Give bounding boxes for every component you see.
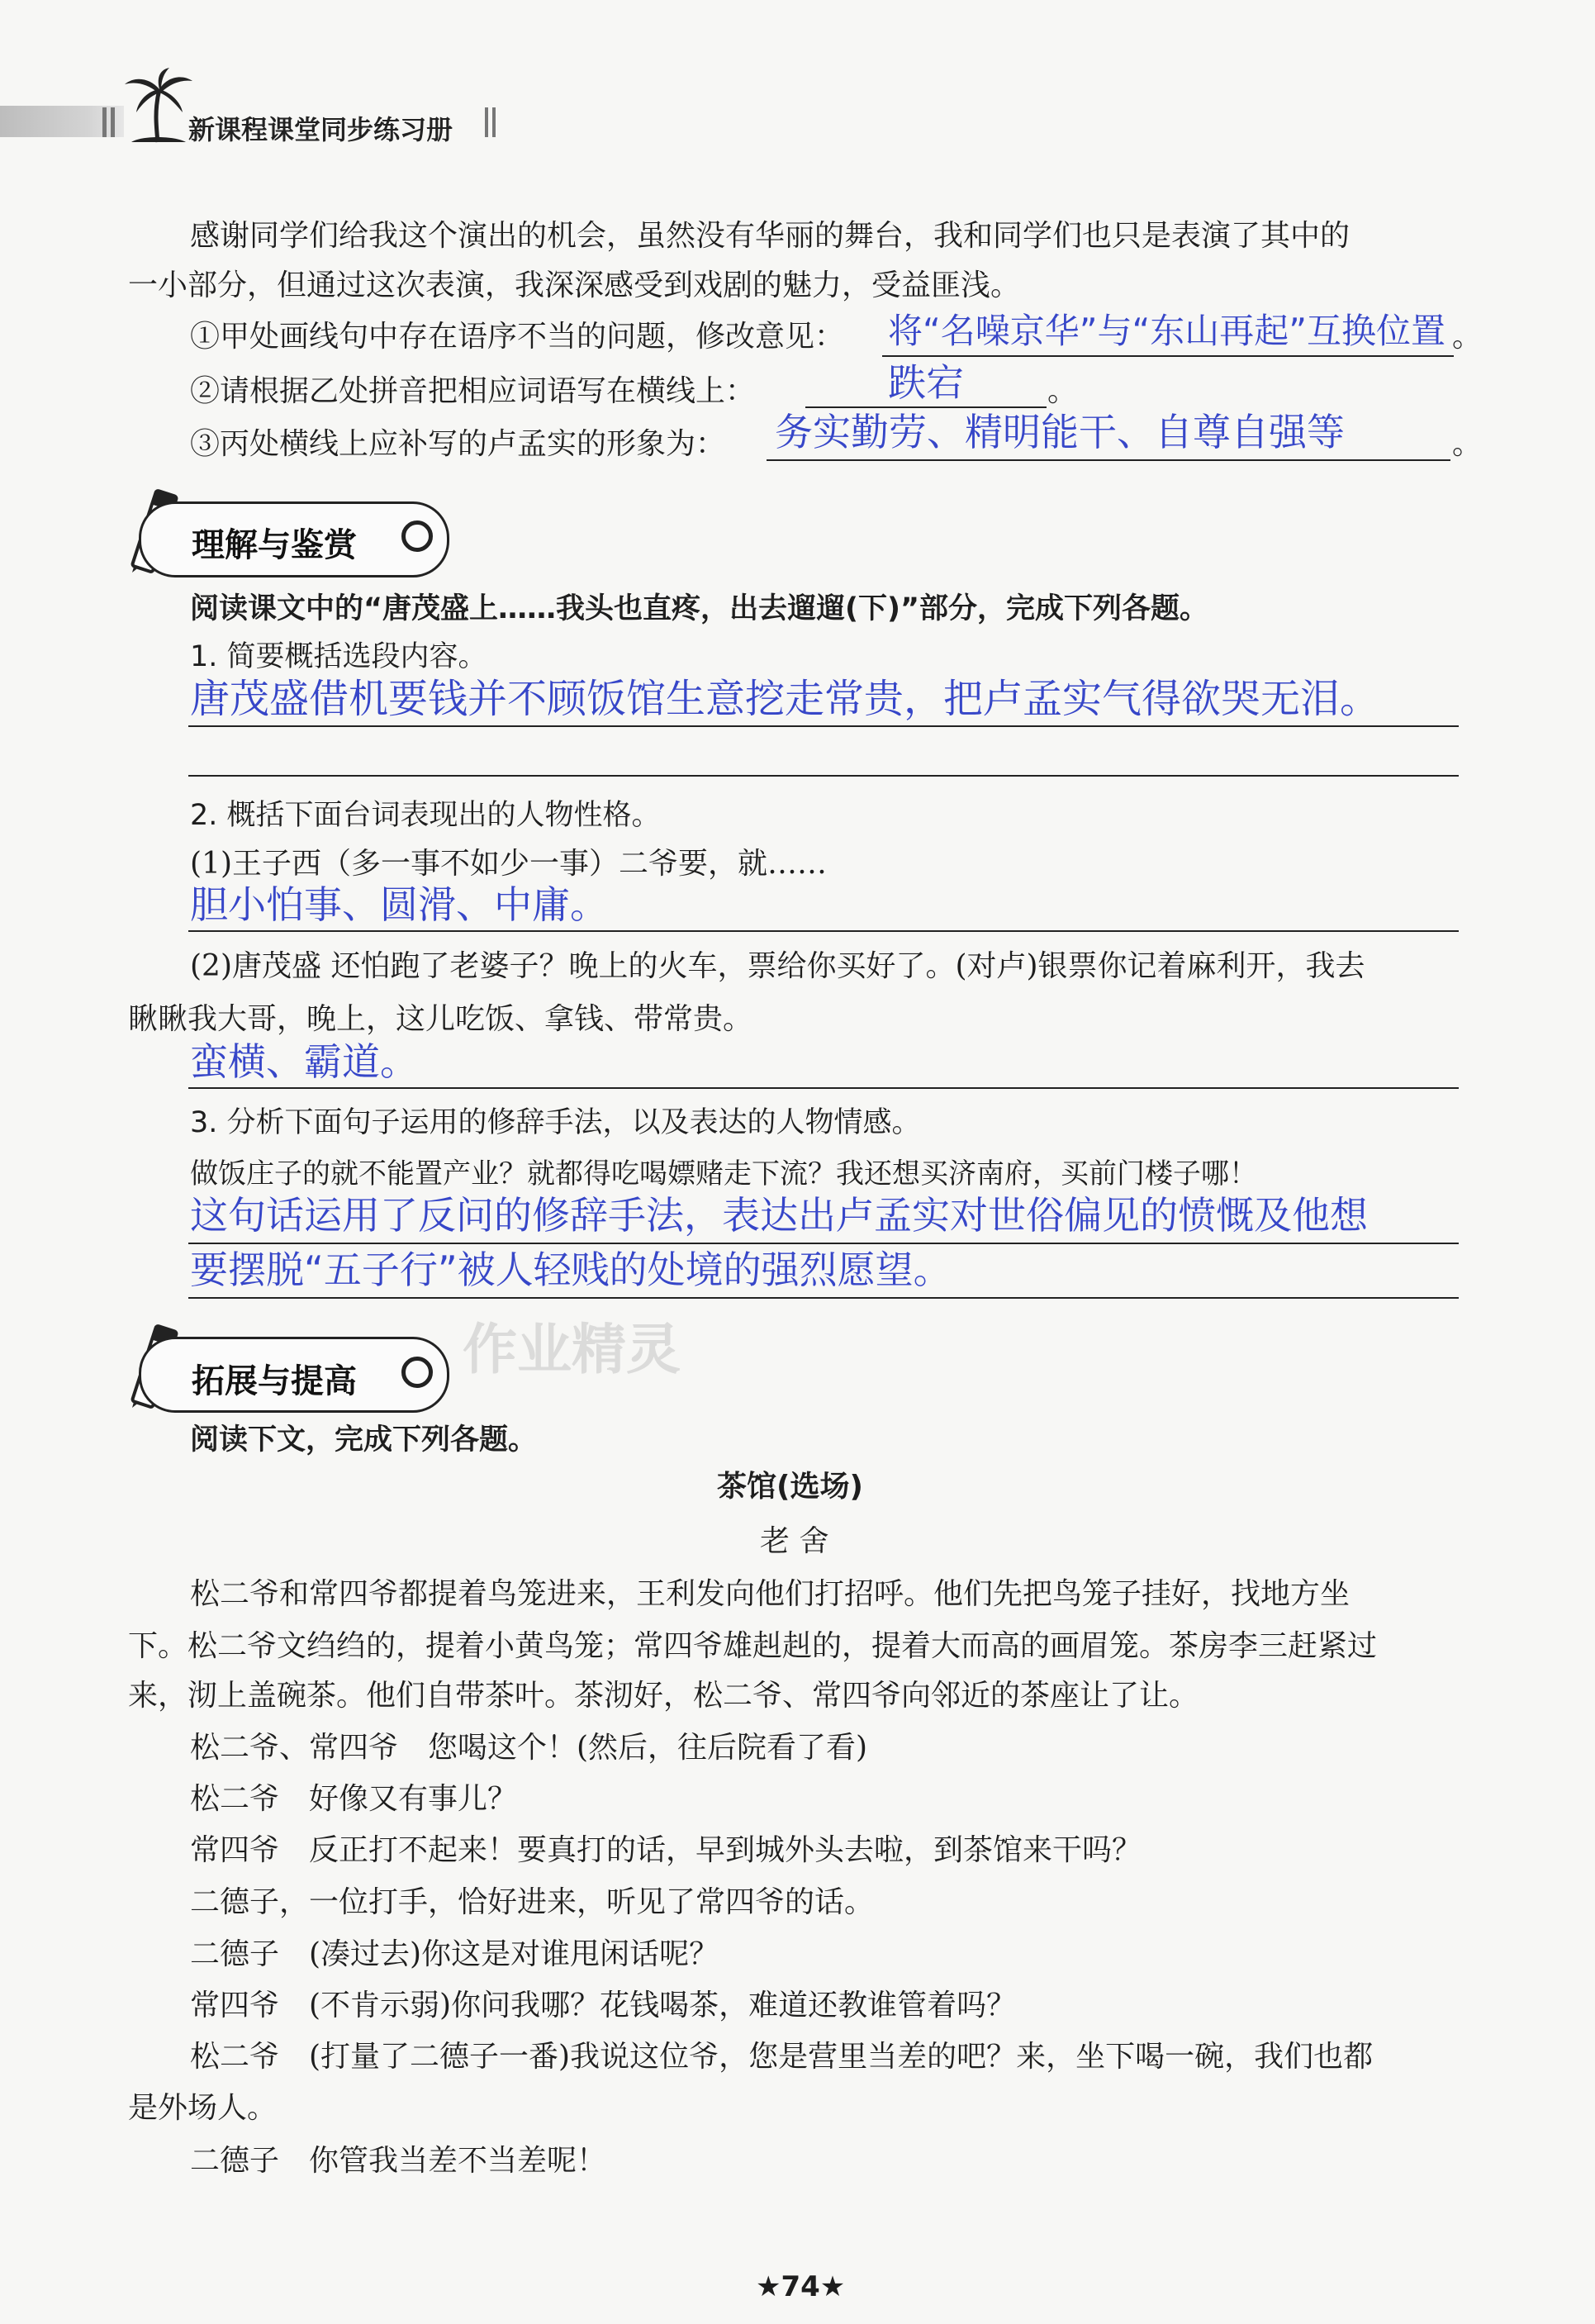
intro-q3-end: 。 xyxy=(1452,427,1483,461)
passage-line: 常四爷 (不肯示弱)你问我哪？花钱喝茶，难道还教谁管着吗？ xyxy=(190,1989,1017,2022)
section-title-extension: 拓展与提高 xyxy=(192,1362,357,1400)
intro-line-1: 感谢同学们给我这个演出的机会，虽然没有华丽的舞台，我和同学们也只是表演了其中的 xyxy=(190,219,1351,253)
section1-q2b-line1: (2)唐茂盛 还怕跑了老婆子？晚上的火车，票给你买好了。(对卢)银票你记着麻利开，我去 xyxy=(190,949,1365,983)
answer-underline xyxy=(188,1087,1459,1089)
passage-line: 来，沏上盖碗茶。他们自带茶叶。茶沏好，松二爷、常四爷向邻近的茶座让了让。 xyxy=(128,1679,1199,1713)
answer-underline xyxy=(188,1243,1459,1244)
section1-q2a-answer: 胆小怕事、圆滑、中庸。 xyxy=(190,882,608,927)
answer-underline xyxy=(767,459,1450,461)
palm-tree-icon xyxy=(120,68,194,144)
header-divider xyxy=(485,107,488,137)
answer-underline xyxy=(188,930,1459,932)
intro-q1-answer: 将“名噪京华”与“东山再起”互换位置 xyxy=(888,311,1446,351)
intro-q1-label: ①甲处画线句中存在语序不当的问题，修改意见： xyxy=(190,320,845,354)
section1-q3-quote: 做饭庄子的就不能置产业？就都得吃喝嫖赌走下流？我还想买济南府，买前门楼子哪！ xyxy=(190,1157,1257,1191)
answer-underline xyxy=(805,406,1047,408)
passage-line: 二德子 你管我当差不当差呢！ xyxy=(190,2144,607,2178)
intro-q2-label: ②请根据乙处拼音把相应词语写在横线上： xyxy=(190,374,756,408)
section1-q2b-answer: 蛮横、霸道。 xyxy=(190,1039,418,1084)
header-divider xyxy=(102,107,107,137)
intro-q1-end: 。 xyxy=(1452,320,1483,354)
section1-q3: 3. 分析下面句子运用的修辞手法，以及表达的人物情感。 xyxy=(190,1106,921,1139)
intro-q2-end: 。 xyxy=(1047,374,1078,408)
intro-q3-answer: 务实勤劳、精明能干、自尊自强等 xyxy=(775,410,1345,454)
section1-q3-answer-line2: 要摆脱“五子行”被人轻贱的处境的强烈愿望。 xyxy=(190,1248,952,1292)
ring-icon xyxy=(401,520,433,552)
passage-line: 是外场人。 xyxy=(128,2091,278,2125)
section1-q3-answer-line1: 这句话运用了反问的修辞手法，表达出卢孟实对世俗偏见的愤慨及他想 xyxy=(190,1193,1368,1238)
answer-underline xyxy=(882,355,1454,357)
section1-q1: 1. 简要概括选段内容。 xyxy=(190,640,487,673)
header-divider xyxy=(111,107,115,137)
section1-instruction: 阅读课文中的“唐茂盛上……我头也直疼，出去遛遛(下)”部分，完成下列各题。 xyxy=(190,592,1209,625)
intro-line-2: 一小部分，但通过这次表演，我深深感受到戏剧的魅力，受益匪浅。 xyxy=(128,269,1021,302)
section-title-comprehension: 理解与鉴赏 xyxy=(192,526,357,564)
passage-line: 松二爷、常四爷 您喝这个！(然后，往后院看了看) xyxy=(190,1731,868,1765)
intro-q2-answer: 跌宕 xyxy=(888,360,964,405)
header-divider xyxy=(492,107,496,137)
answer-underline xyxy=(188,725,1459,727)
passage-line: 二德子 (凑过去)你这是对谁甩闲话呢？ xyxy=(190,1937,719,1971)
section1-q1-answer: 唐茂盛借机要钱并不顾饭馆生意挖走常贵，把卢孟实气得欲哭无泪。 xyxy=(190,676,1380,722)
passage-line: 二德子，一位打手，恰好进来，听见了常四爷的话。 xyxy=(190,1885,875,1919)
ring-icon xyxy=(401,1357,433,1388)
passage-line: 松二爷 好像又有事儿？ xyxy=(190,1782,518,1816)
section2-instruction: 阅读下文，完成下列各题。 xyxy=(190,1423,538,1457)
section1-q2b-line2: 瞅瞅我大哥，晚上，这儿吃饭、拿钱、带常贵。 xyxy=(128,1002,753,1036)
passage-line: 松二爷 (打量了二德子一番)我说这位爷，您是营里当差的吧？来，坐下喝一碗，我们也都 xyxy=(190,2040,1374,2074)
answer-underline xyxy=(188,1297,1459,1299)
passage-line: 松二爷和常四爷都提着鸟笼进来，王利发向他们打招呼。他们先把鸟笼子挂好，找地方坐 xyxy=(190,1577,1351,1611)
passage-line: 下。松二爷文绉绉的，提着小黄鸟笼；常四爷雄赳赳的，提着大而高的画眉笼。茶房李三赶紧过 xyxy=(128,1629,1378,1663)
passage-title: 茶馆(选场) xyxy=(717,1470,863,1504)
section1-q2a: (1)王子西（多一事不如少一事）二爷要，就…… xyxy=(190,847,827,881)
intro-q3-label: ③丙处横线上应补写的卢孟实的形象为： xyxy=(190,427,726,461)
watermark: 作业精灵 xyxy=(463,1318,681,1381)
answer-underline xyxy=(188,775,1459,777)
section1-q2: 2. 概括下面台词表现出的人物性格。 xyxy=(190,799,661,832)
passage-author: 老 舍 xyxy=(760,1524,829,1558)
passage-line: 常四爷 反正打不起来！要真打的话，早到城外头去啦，到茶馆来干吗？ xyxy=(190,1833,1142,1867)
book-title: 新课程课堂同步练习册 xyxy=(188,114,453,145)
page-number: ★74★ xyxy=(756,2270,846,2303)
